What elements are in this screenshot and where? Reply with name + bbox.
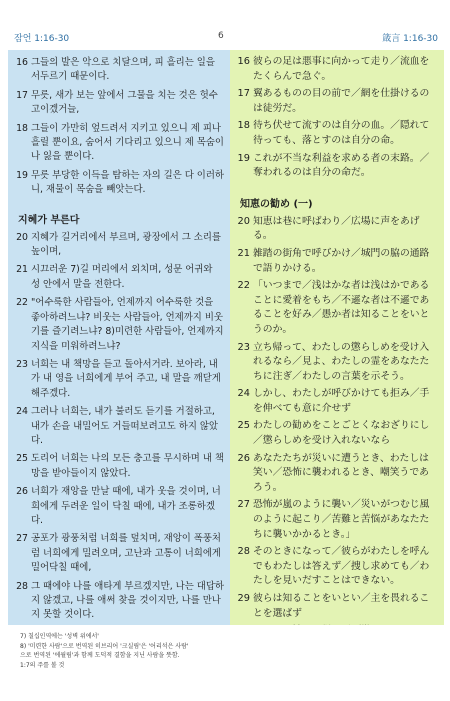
- verse-number: 20: [16, 231, 28, 243]
- verse-text: 恐怖が嵐のように襲い／災いがつむじ風のように起こり／苦難と苦悩があなたたちに襲いかかるとき。」: [253, 499, 430, 540]
- verse: [14, 231, 224, 260]
- verse-number: 26: [16, 486, 28, 498]
- verse-text: 너희는 내 책망을 듣고 돌아서거라. 보아라, 내가 내 영을 너희에게 부어 주고, 내 말을 깨닫게 해주겠다.: [31, 358, 221, 399]
- japanese-text-column: [230, 50, 444, 625]
- verse: [14, 169, 224, 198]
- verse: [236, 387, 438, 416]
- verse-text: これが不当な利益を求める者の末路。／奪われるのは自分の命だ。: [253, 152, 430, 179]
- verse-text: [253, 624, 438, 625]
- verse-number: 20: [237, 215, 250, 227]
- verse-number: 28: [237, 546, 250, 558]
- footnote-line: 으로 번역된 '에윌림'과 함께 도덕적 결함을 지닌 사람을 뜻함.: [20, 652, 180, 659]
- verse: [236, 55, 438, 84]
- verse-number: 25: [16, 453, 28, 465]
- verse-number: 19: [16, 169, 28, 181]
- japanese-book-reference: 箴言 1:16-30: [382, 34, 438, 44]
- page-header: [0, 0, 450, 50]
- verse-text: 공포가 광풍처럼 너희를 덮치며, 재앙이 폭풍처럼 너희에게 밀려오며, 고난과 고통이 너희에게 밀어닥칠 때에,: [31, 533, 221, 574]
- verse-text: 시끄러운 7)길 머리에서 외치며, 성문 어귀와 성 안에서 말을 전한다.: [31, 264, 213, 290]
- page-number: 6: [218, 31, 224, 41]
- verse-number: 16: [237, 56, 250, 67]
- verse: [14, 296, 224, 354]
- verse: [14, 89, 224, 118]
- verse-number: 21: [16, 264, 28, 276]
- verse-text: しかし、わたしが呼びかけても拒み／手を伸べても意に介せず: [253, 388, 430, 414]
- verse-number: 18: [16, 122, 28, 134]
- verse: [236, 279, 438, 337]
- verse: [14, 485, 224, 528]
- verse-text: 지혜가 길거리에서 부르며, 광장에서 그 소리를 높이며,: [31, 231, 221, 258]
- verse-number: 24: [16, 406, 28, 418]
- japanese-verses-part-2: [236, 215, 438, 625]
- verse-number: 16: [16, 57, 28, 68]
- korean-book-reference: 잠언 1:16-30: [14, 34, 70, 44]
- verse: [14, 452, 224, 481]
- korean-verses-part-2: [14, 231, 224, 625]
- verse-text: 도리어 너희는 나의 모든 충고를 무시하며 내 책망을 받아들이지 않았다.: [31, 453, 224, 479]
- verse: [14, 122, 224, 165]
- verse-number: 29: [237, 593, 250, 604]
- verse-text: わたしの勧めをことごとくなおざりにし／懲らしめを受け入れないなら: [253, 420, 430, 447]
- verse-number: 19: [237, 152, 250, 164]
- verse: [236, 545, 438, 589]
- verse: [236, 152, 438, 181]
- verse-number: 27: [16, 533, 28, 545]
- footnotes: [20, 632, 230, 670]
- verse: [236, 592, 438, 621]
- verse-text: 彼らは知ることをいとい／主を畏れることを選ばず: [253, 593, 430, 619]
- verse-text: 知恵は巷に呼ばわり／広場に声をあげる。: [253, 215, 420, 242]
- verse-number: 23: [237, 341, 250, 353]
- verse-number: 28: [16, 580, 28, 592]
- footnote-line: 7) 칠십인역에는 '성벽 위에서': [20, 633, 99, 640]
- verse-text: 그러나 너희는, 내가 불러도 듣기를 거절하고, 내가 손을 내밀어도 거들떠보려고도 하지 않았다.: [31, 406, 218, 446]
- verse: [14, 532, 224, 575]
- verse-number: 25: [237, 420, 250, 432]
- verse-text: 그들의 발은 악으로 치달으며, 피 흘리는 일을 서두르기 때문이다.: [31, 57, 215, 83]
- footnote-line: 1:7의 주를 볼 것: [20, 661, 65, 669]
- verse: [236, 419, 438, 448]
- verse: [14, 358, 224, 401]
- verse-text: 그 때에야 나를 애타게 부르겠지만, 나는 대답하지 않겠고, 나를 애써 찾을 것이지만, 나를 만나지 못할 것이다.: [31, 580, 224, 621]
- verse: [236, 624, 438, 625]
- verse-number: 26: [237, 452, 250, 464]
- verse: [236, 215, 438, 244]
- verse-text: 너희가 재앙을 만날 때에, 내가 웃을 것이며, 너희에게 두려운 일이 닥칠 때에, 내가 조롱하겠다.: [31, 486, 221, 526]
- verse-text: そのときになって／彼らがわたしを呼んでもわたしは答えず／捜し求めても／わたしを見いだすことはできない。: [253, 546, 430, 587]
- verse-text: 待ち伏せて流すのは自分の血。／隠れて待っても、落とすのは自分の命。: [253, 120, 430, 146]
- verse: [14, 580, 224, 623]
- verse-text: あなたたちが災いに遭うとき、わたしは笑い／恐怖に襲われるとき、嘲笑うであろう。: [253, 452, 429, 493]
- verse-text: "어수룩한 사람들아, 언제까지 어수룩한 것을 좋아하려느냐? 비웃는 사람들아, 언제까지 비웃기를 즐기려느냐? 8)미련한 사람들아, 언제까지 지식을 미워하려느냐?: [31, 297, 224, 352]
- verse-number: [236, 624, 253, 625]
- footnote-line: 8) '미련한 사람'으로 번역된 히브리어 '크실림'은 '어리석은 사람': [20, 642, 189, 650]
- verse-number: 17: [16, 89, 28, 101]
- verse: [14, 56, 224, 85]
- korean-section-heading: 지혜가 부른다: [18, 214, 80, 226]
- korean-verses-part-1: [14, 56, 224, 198]
- verse-number: 18: [237, 120, 250, 132]
- verse: [236, 452, 438, 496]
- verse-text: 「いつまで／浅はかな者は浅はかであることに愛着をもち／不遜な者は不遜であることを好み／愚か者は知ることをいとうのか。: [253, 280, 430, 335]
- verse-number: 24: [237, 388, 250, 400]
- verse-text: 그들이 가만히 엎드려서 지키고 있으니 제 피나 흘릴 뿐이요, 숨어서 기다리고 있으니 제 목숨이나 잃을 뿐이다.: [31, 122, 224, 163]
- korean-text-column: [8, 50, 230, 625]
- verse: [236, 498, 438, 542]
- verse-number: 27: [237, 499, 250, 511]
- verse-text: 翼あるものの目の前で／網を仕掛けるのは徒労だ。: [253, 88, 430, 114]
- verse-text: 雑踏の街角で呼びかけ／城門の脇の通路で語りかける。: [253, 247, 430, 274]
- verse-number: 22: [16, 297, 28, 309]
- verse-number: 17: [237, 88, 250, 100]
- verse-text: 무릇 부당한 이득을 탐하는 자의 길은 다 이러하니, 재물이 목숨을 빼앗는다.: [31, 169, 224, 196]
- verse-number: 21: [237, 247, 250, 259]
- verse: [236, 247, 438, 276]
- verse-text: 무릇, 새가 보는 앞에서 그물을 치는 것은 헛수고이겠거늘,: [31, 89, 218, 116]
- verse-number: 23: [16, 358, 28, 370]
- japanese-section-heading: 知恵の勧め (一): [240, 198, 313, 210]
- verse-text: 立ち帰って、わたしの懲らしめを受け入れるなら／見よ、わたしの霊をあなたたちに注ぎ／わたしの言葉を示そう。: [253, 341, 430, 382]
- verse: [14, 405, 224, 448]
- verse: [14, 263, 224, 292]
- japanese-verses-part-1: [236, 55, 438, 181]
- verse-number: 22: [237, 280, 250, 292]
- verse-text: 彼らの足は悪事に向かって走り／流血をたくらんで急ぐ。: [253, 56, 430, 82]
- verse: [236, 87, 438, 116]
- verse: [236, 341, 438, 385]
- verse: [236, 119, 438, 148]
